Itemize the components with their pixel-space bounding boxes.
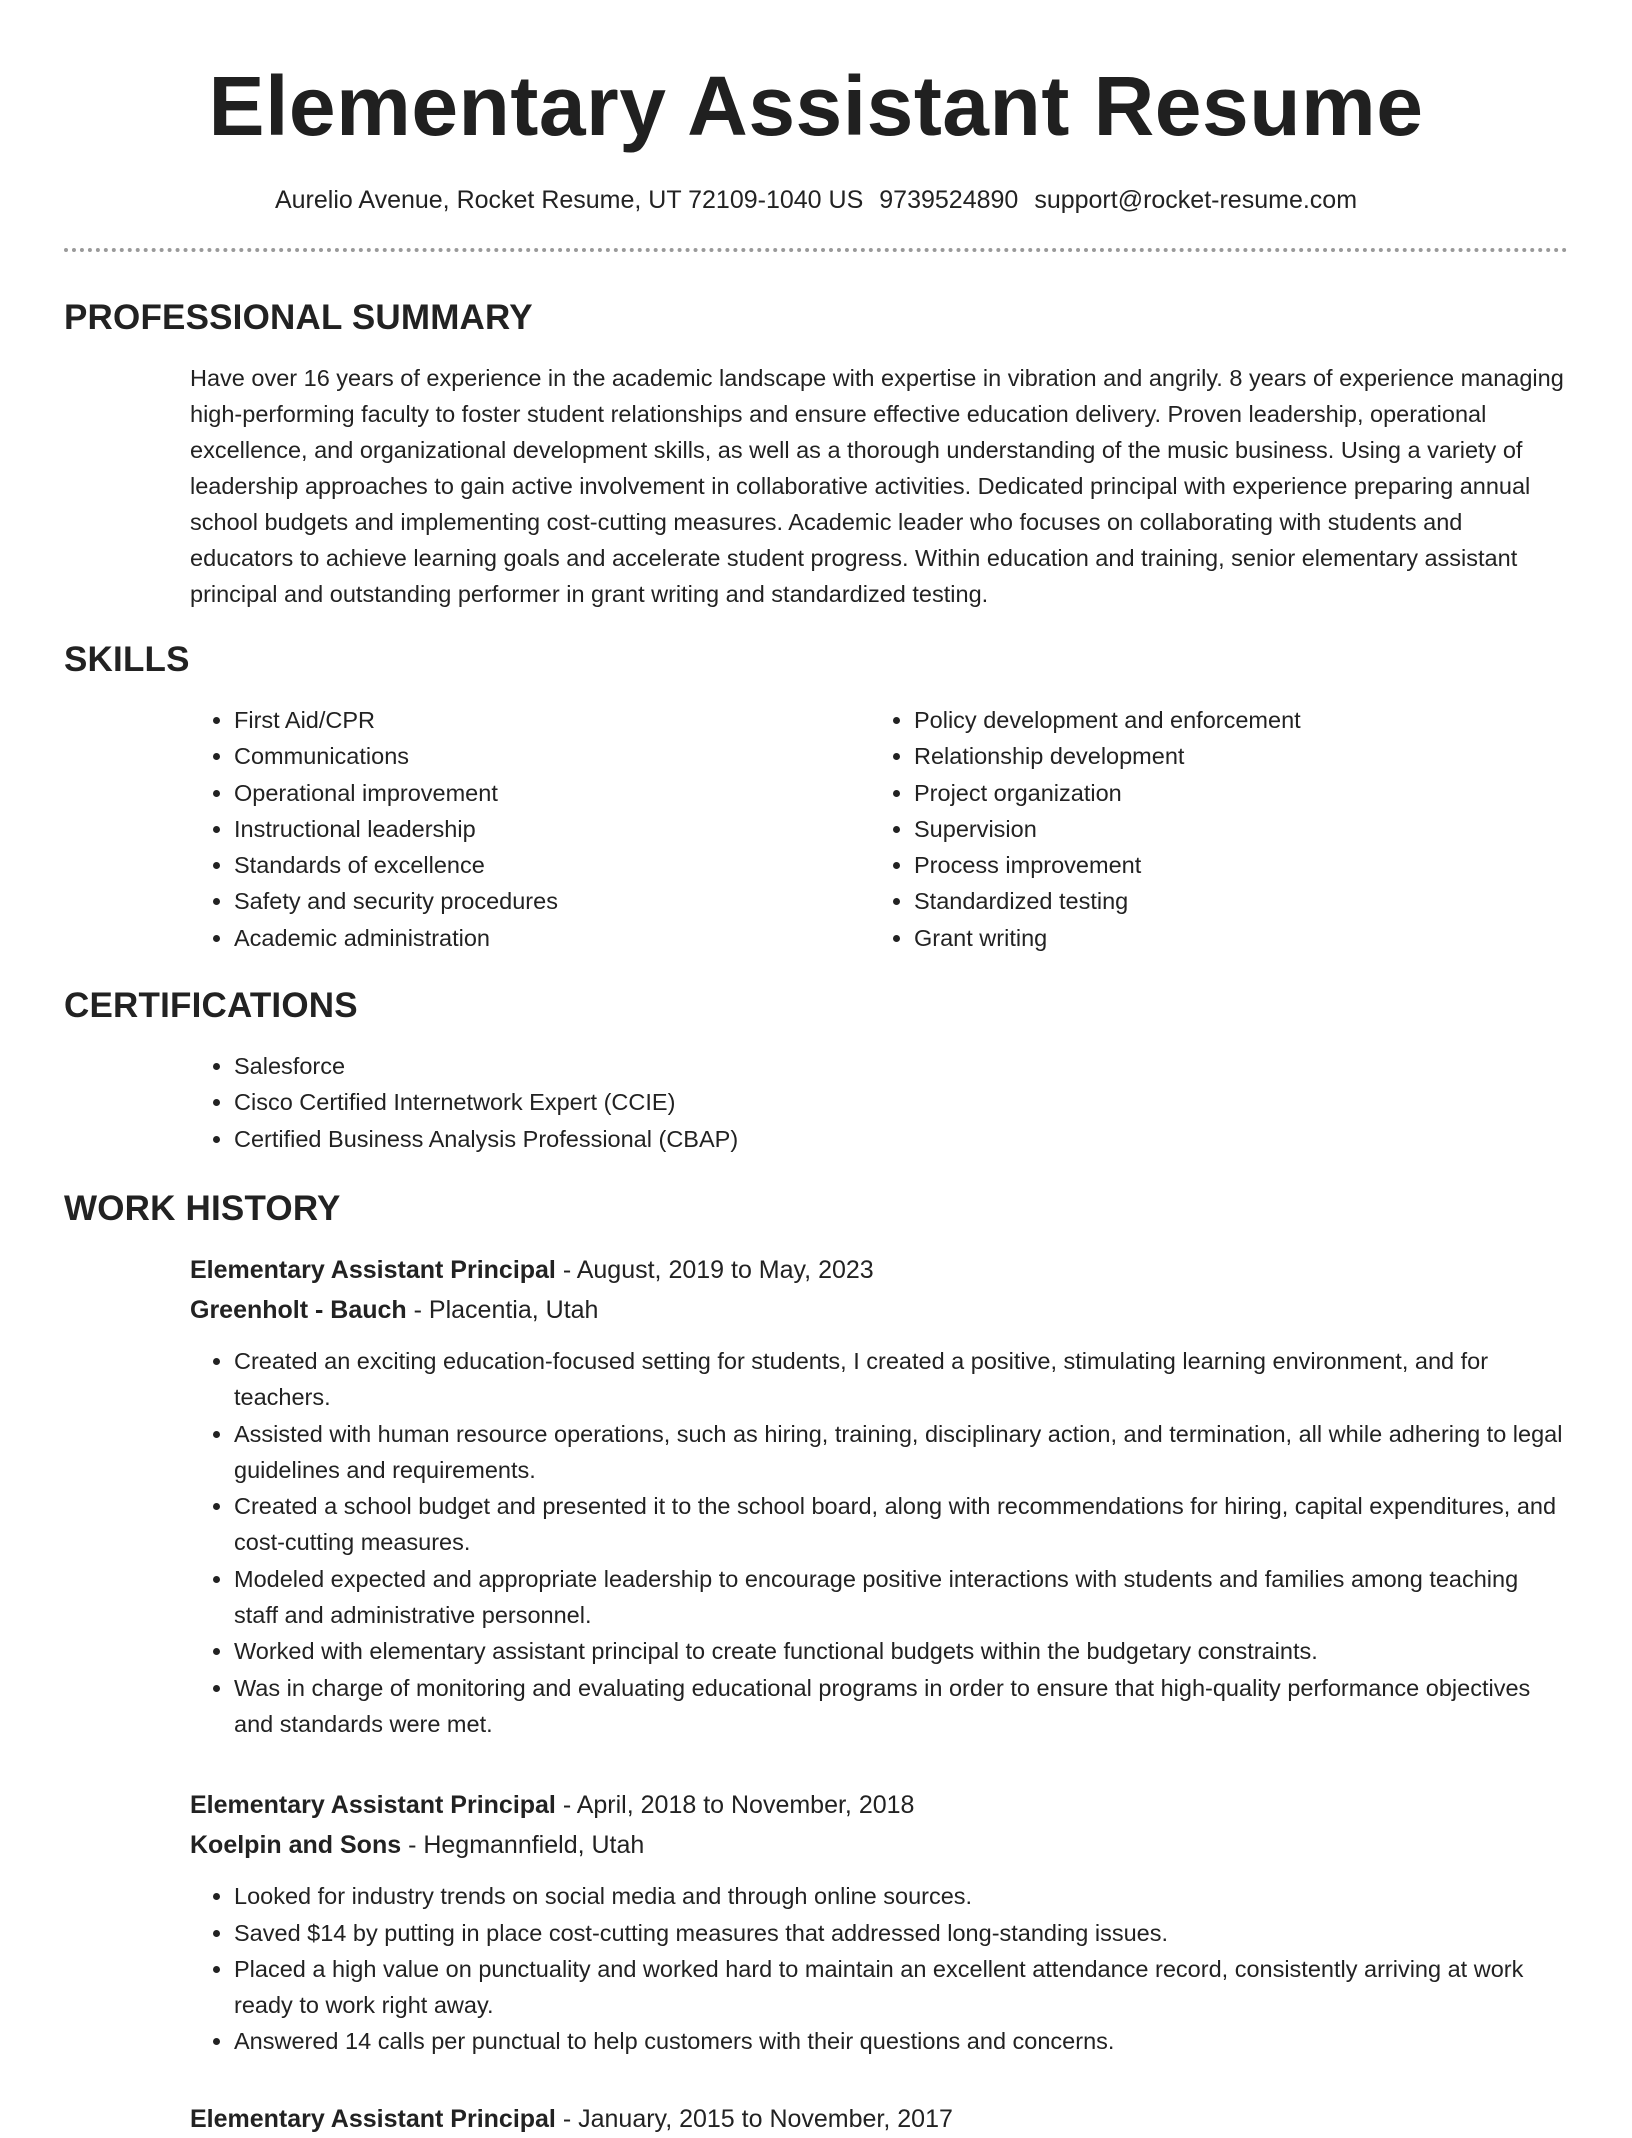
- job-dates: - January, 2015 to November, 2017: [555, 2104, 953, 2133]
- skill-item: • Instructional leadership: [234, 811, 870, 847]
- job-bullets: [190, 1878, 1568, 2059]
- summary-text: Have over 16 years of experience in the academic landscape with expertise in vibration and angrily. 8 years of experience managing high-performing faculty to foster student relationships and ensure effective education delivery. Proven leadership, operational excellence, and organizational development skills, as well as a thorough understanding of the music business. Using a variety of leadership approaches to gain active involvement in collaborative activities. Dedicated principal with experience preparing annual school budgets and implementing cost-cutting measures. Academic leader who focuses on collaborating with students and educators to achieve learning goals and accelerate student progress. Within education and training, senior elementary assistant principal and outstanding performer in grant writing and standardized testing.: [190, 365, 1564, 607]
- job-dates: - August, 2019 to May, 2023: [555, 1255, 874, 1284]
- resume-page: [64, 0, 1568, 2138]
- certifications-list: [190, 1048, 1568, 1157]
- skill-item: • Supervision: [914, 811, 1554, 847]
- job-bullet: • Modeled expected and appropriate leadership to encourage positive interactions with students and families among teaching staff and administrative personnel.: [234, 1561, 1568, 1634]
- header-divider: [64, 248, 1568, 252]
- skill-item: • Relationship development: [914, 738, 1554, 774]
- job-company-line: [190, 1291, 1568, 1329]
- skill-item: • Safety and security procedures: [234, 883, 870, 919]
- certification-item: • Cisco Certified Internetwork Expert (CCIE): [234, 1084, 1568, 1120]
- job-location: - Hegmannfield, Utah: [401, 1831, 645, 1860]
- skills-heading: SKILLS: [64, 640, 190, 679]
- job-bullet: • Answered 14 calls per punctual to help customers with their questions and concerns.: [234, 2023, 1568, 2059]
- skills-column-right: [870, 702, 1554, 956]
- contact-phone: 9739524890: [879, 186, 1019, 214]
- job-bullet: • Looked for industry trends on social media and through online sources.: [234, 1878, 1568, 1914]
- job-bullet: • Assisted with human resource operations, such as hiring, training, disciplinary action, and termination, all while adhering to legal guidelines and requirements.: [234, 1416, 1568, 1489]
- skills-column-left: [190, 702, 870, 956]
- work-history-heading: WORK HISTORY: [64, 1188, 341, 1228]
- job-role-line: [190, 1786, 1568, 1824]
- contact-line: [64, 184, 1568, 216]
- job-bullet: • Was in charge of monitoring and evaluating educational programs in order to ensure that high-quality performance objectives and standards were met.: [234, 1670, 1568, 1743]
- job-bullet: • Placed a high value on punctuality and worked hard to maintain an excellent attendance record, consistently arriving at work ready to work right away.: [234, 1951, 1568, 2024]
- job-entry: [190, 2100, 1568, 2138]
- skill-item: • Academic administration: [234, 920, 870, 956]
- job-role-line: [190, 2100, 1568, 2138]
- skill-item: • Process improvement: [914, 847, 1554, 883]
- job-bullet: • Saved $14 by putting in place cost-cutting measures that addressed long-standing issues.: [234, 1915, 1568, 1951]
- job-dates: - April, 2018 to November, 2018: [555, 1791, 915, 1820]
- certification-item: • Certified Business Analysis Professional (CBAP): [234, 1121, 1568, 1157]
- certifications-heading: CERTIFICATIONS: [64, 986, 358, 1026]
- job-bullet: • Created an exciting education-focused setting for students, I created a positive, stimulating learning environment, and for teachers.: [234, 1343, 1568, 1416]
- skills-list: [190, 702, 1568, 956]
- contact-address: Aurelio Avenue, Rocket Resume, UT 72109-1040 US: [274, 186, 864, 214]
- job-role: Elementary Assistant Principal: [190, 1791, 556, 1820]
- summary-heading: PROFESSIONAL SUMMARY: [64, 298, 533, 337]
- contact-email: support@rocket-resume.com: [1034, 186, 1358, 214]
- skill-item: • Grant writing: [914, 920, 1554, 956]
- skill-item: • Communications: [234, 738, 870, 774]
- job-bullet: • Worked with elementary assistant principal to create functional budgets within the budgetary constraints.: [234, 1633, 1568, 1669]
- job-bullets: [190, 1343, 1568, 1742]
- job-location: - Placentia, Utah: [406, 1295, 599, 1324]
- job-company: Koelpin and Sons: [190, 1831, 402, 1860]
- skill-item: • Standards of excellence: [234, 847, 870, 883]
- job-entry: [190, 1786, 1568, 2059]
- job-company-line: [190, 1826, 1568, 1864]
- skill-item: • First Aid/CPR: [234, 702, 870, 738]
- skill-item: • Policy development and enforcement: [914, 702, 1554, 738]
- skill-item: • Standardized testing: [914, 883, 1554, 919]
- job-entry: [190, 1251, 1568, 1742]
- job-role: Elementary Assistant Principal: [190, 1255, 556, 1284]
- certification-item: • Salesforce: [234, 1048, 1568, 1084]
- resume-title: Elementary Assistant Resume: [208, 59, 1424, 153]
- job-role: Elementary Assistant Principal: [190, 2104, 556, 2133]
- skill-item: • Operational improvement: [234, 775, 870, 811]
- job-company: Greenholt - Bauch: [190, 1295, 407, 1324]
- skill-item: • Project organization: [914, 775, 1554, 811]
- job-role-line: [190, 1251, 1568, 1289]
- job-bullet: • Created a school budget and presented it to the school board, along with recommendations for hiring, capital expenditures, and cost-cutting measures.: [234, 1488, 1568, 1561]
